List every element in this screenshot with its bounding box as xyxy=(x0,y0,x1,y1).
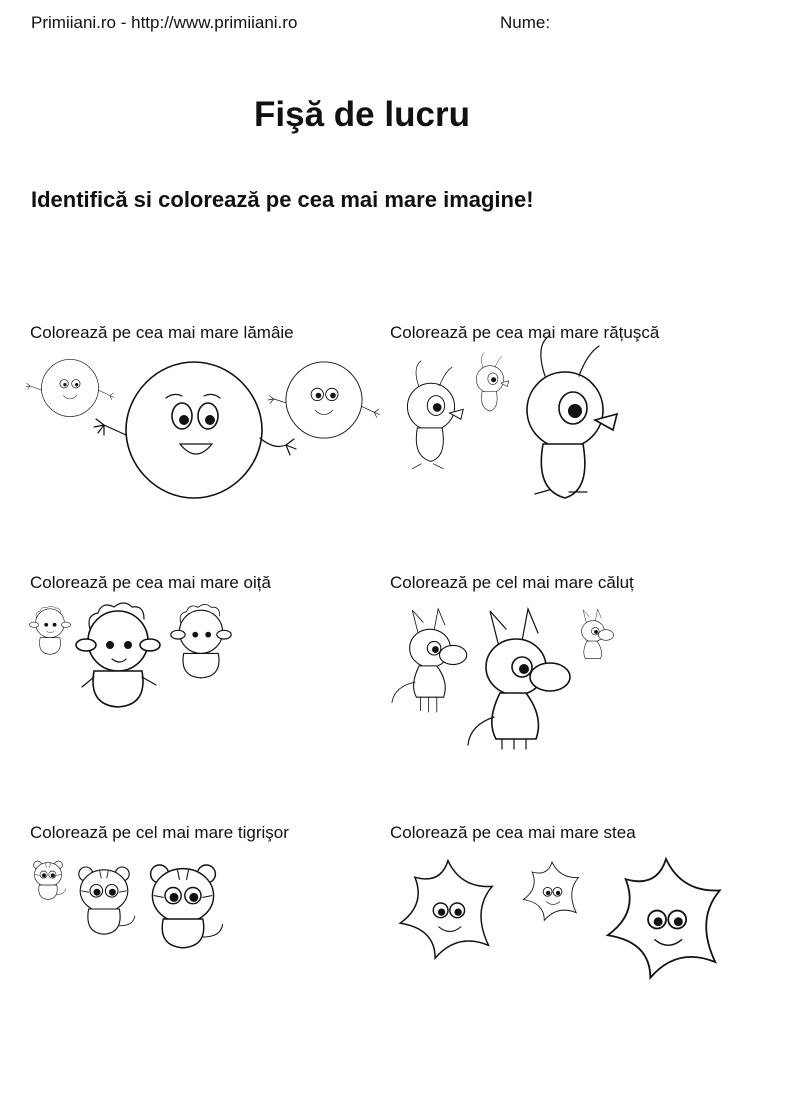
task-label-star: Colorează pe cea mai mare stea xyxy=(390,823,636,842)
task-label-duckling: Colorează pe cea mai mare rățuşcă xyxy=(390,323,660,342)
duckling-icon[interactable] xyxy=(527,336,617,498)
worksheet-title: Fişă de lucru xyxy=(254,95,470,134)
tiger-cub-icon[interactable] xyxy=(79,867,135,934)
task-label-tiger: Colorează pe cel mai mare tigrişor xyxy=(30,823,289,842)
duckling-icon[interactable] xyxy=(407,361,463,469)
sheep-icon[interactable] xyxy=(29,606,70,654)
instruction: Identifică si colorează pe cea mai mare imagine! xyxy=(31,187,534,212)
task-label-pony: Colorează pe cel mai mare căluț xyxy=(390,573,634,592)
tiger-cub-icon[interactable] xyxy=(34,861,66,899)
task-label-sheep: Colorează pe cea mai mare oiță xyxy=(30,573,271,592)
pony-icon[interactable] xyxy=(582,609,614,658)
task-label-lemon: Colorează pe cea mai mare lămâie xyxy=(30,323,294,342)
star-group xyxy=(392,858,742,998)
lemon-icon[interactable] xyxy=(26,359,114,416)
duckling-icon[interactable] xyxy=(476,353,508,411)
pony-group xyxy=(388,605,628,753)
lemon-icon[interactable] xyxy=(94,362,296,498)
duckling-group xyxy=(395,358,620,500)
lemon-group xyxy=(28,355,383,505)
pony-icon[interactable] xyxy=(392,609,467,712)
tiger-cub-group xyxy=(30,857,230,955)
pony-icon[interactable] xyxy=(468,609,570,749)
name-label: Nume: xyxy=(500,13,551,32)
sheep-icon[interactable] xyxy=(76,603,160,707)
star-icon[interactable] xyxy=(523,862,578,920)
lemon-icon[interactable] xyxy=(268,362,379,438)
sheep-group xyxy=(30,605,235,710)
star-icon[interactable] xyxy=(400,861,492,959)
sheep-icon[interactable] xyxy=(171,604,231,677)
tiger-cub-icon[interactable] xyxy=(151,865,223,948)
site-header: Primiiani.ro - http://www.primiiani.ro xyxy=(31,13,298,32)
star-icon[interactable] xyxy=(608,859,720,978)
